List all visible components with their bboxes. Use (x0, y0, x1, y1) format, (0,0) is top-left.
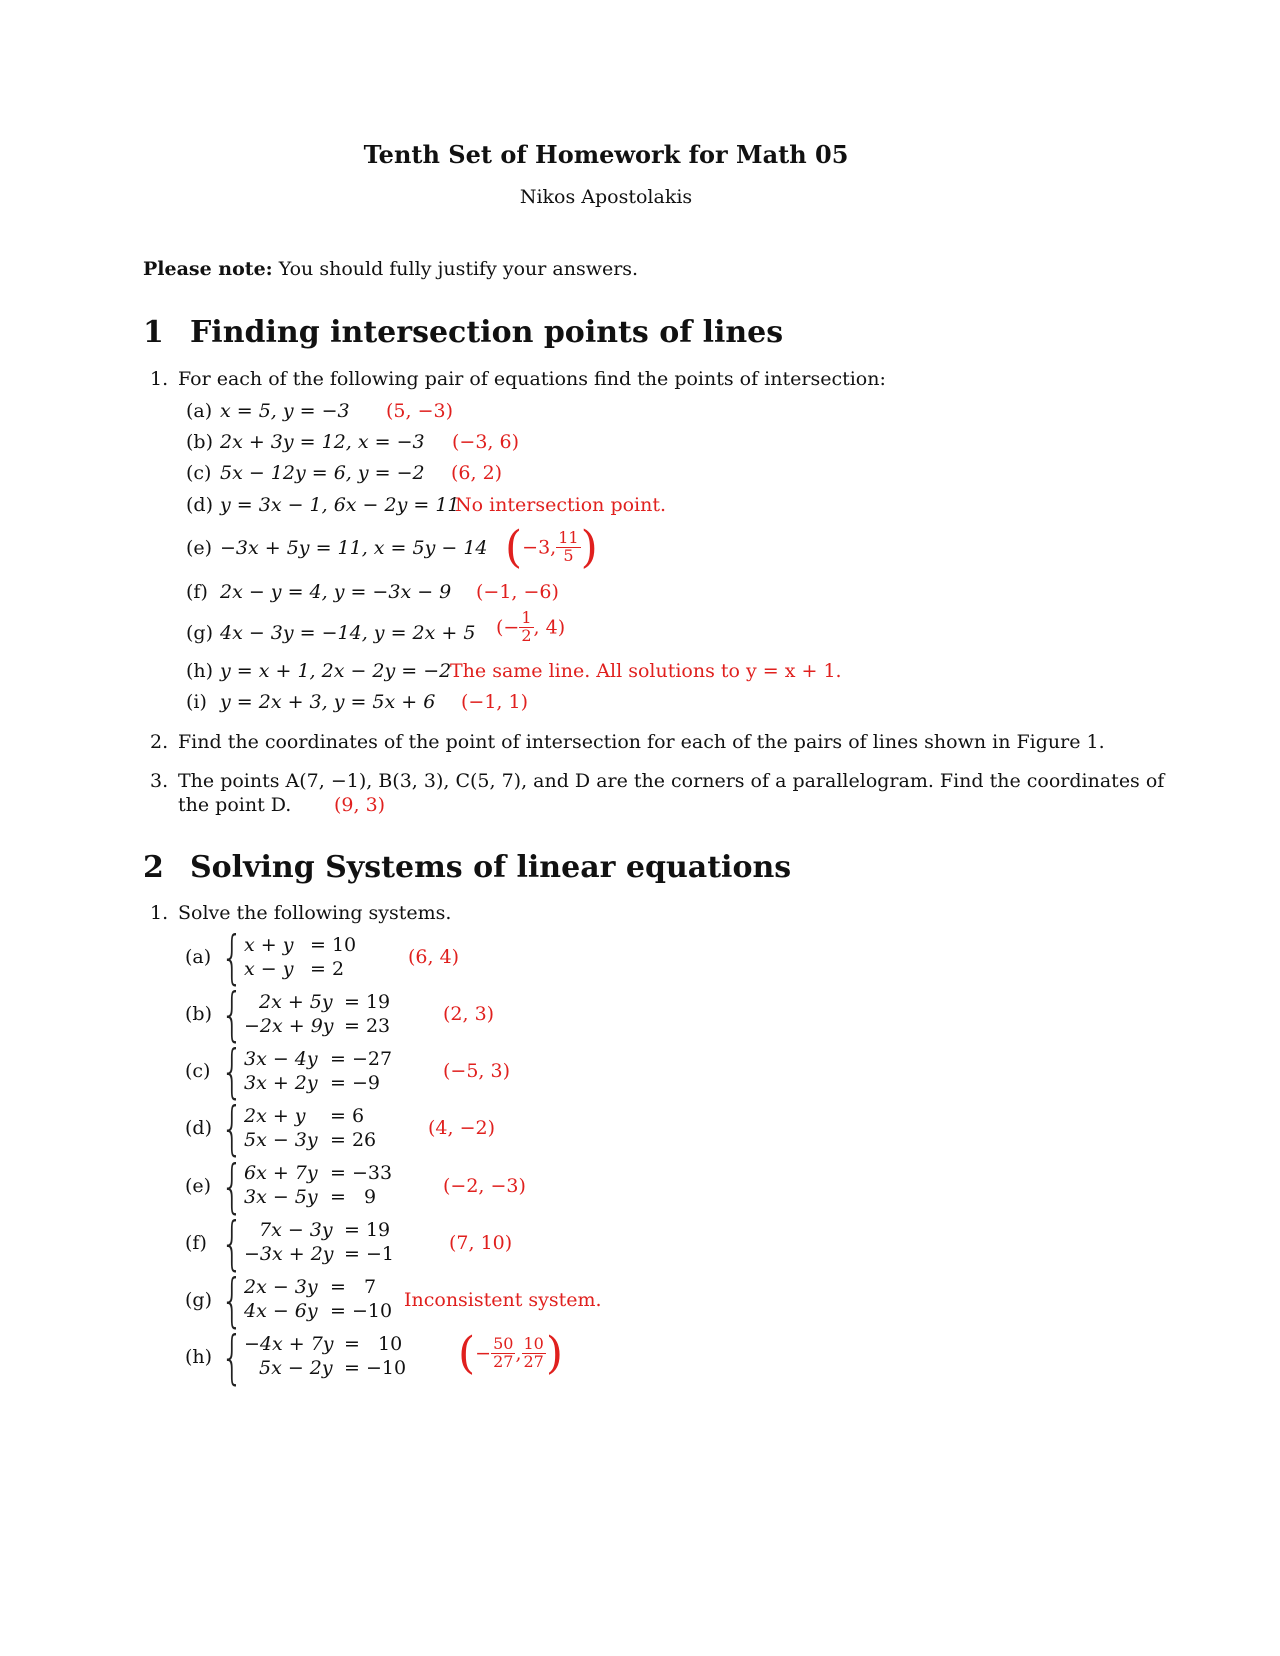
s1-item-a-answer: (5, −3) (386, 400, 454, 422)
s1-item-g-equation: 4x − 3y = −14, y = 2x + 5 (220, 622, 476, 644)
document-title: Tenth Set of Homework for Math 05 (363, 140, 849, 169)
s2-system-d-lhs1: 2x + y (244, 1105, 306, 1127)
note-text: You should fully justify your answers. (278, 258, 639, 280)
s2-system-c-lhs2: 3x + 2y (244, 1072, 318, 1094)
s1-p3-line2: the point D. (178, 794, 292, 816)
s2-system-b-brace: { (221, 980, 244, 1048)
s2-system-a-label: (a) (185, 946, 212, 968)
s2-system-d-label: (d) (185, 1117, 212, 1139)
s2-system-f-label: (f) (185, 1232, 207, 1254)
s2-system-h-brace: { (221, 1323, 244, 1391)
s2-system-a-rhs1: = 10 (310, 934, 357, 956)
section-1-number: 1 (143, 315, 164, 350)
s2-system-c-answer: (−5, 3) (443, 1060, 511, 1082)
s1-item-d-equation: y = 3x − 1, 6x − 2y = 11 (220, 494, 460, 516)
s2-system-h-lhs1: −4x + 7y (244, 1333, 334, 1355)
s2-system-e-answer: (−2, −3) (443, 1175, 526, 1197)
s2-system-a-answer: (6, 4) (408, 946, 460, 968)
s2-system-a-rhs2: = 2 (310, 958, 345, 980)
s1-item-c-answer: (6, 2) (451, 462, 503, 484)
s1-item-f-equation: 2x − y = 4, y = −3x − 9 (220, 581, 452, 603)
s1-item-e-answer: (−3, $\frac{11}{5}$ ) (505, 522, 598, 573)
s2-system-a-lhs2: x − y (244, 958, 294, 980)
s1-item-b-answer: (−3, 6) (452, 431, 520, 453)
s2-system-e-lhs1: 6x + 7y (244, 1162, 318, 1184)
s2-system-c-rhs2: = −9 (330, 1072, 380, 1094)
section-2-title: Solving Systems of linear equations (190, 850, 792, 885)
note-line (143, 258, 638, 280)
s2-system-d-rhs1: = 6 (330, 1105, 365, 1127)
s2-system-d-rhs2: = 26 (330, 1129, 377, 1151)
s1-p1-number: 1. (150, 368, 169, 390)
s1-item-g-answer: (− $\frac{1}{2}$ , 4) (496, 608, 566, 645)
s1-item-h-equation: y = x + 1, 2x − 2y = −2 (220, 660, 452, 682)
s1-p3-answer: (9, 3) (334, 794, 386, 816)
s1-item-d-label: (d) (186, 494, 213, 516)
s2-system-b-rhs2: = 23 (344, 1015, 391, 1037)
s2-system-f-lhs1: 7x − 3y (259, 1219, 333, 1241)
s1-item-f-label: (f) (186, 581, 208, 603)
s2-system-f-answer: (7, 10) (449, 1232, 513, 1254)
author-name: Nikos Apostolakis (519, 186, 693, 208)
s2-system-e-rhs2: = 9 (330, 1186, 377, 1208)
s2-system-a-lhs1: x + y (244, 934, 294, 956)
s1-item-a-label: (a) (186, 400, 213, 422)
s2-system-e-label: (e) (185, 1175, 212, 1197)
s2-system-e-brace: { (221, 1152, 244, 1220)
s2-system-g-rhs1: = 7 (330, 1276, 377, 1298)
s2-system-b-rhs1: = 19 (344, 991, 391, 1013)
s2-system-g-lhs1: 2x − 3y (244, 1276, 318, 1298)
s2-system-c-rhs1: = −27 (330, 1048, 393, 1070)
s1-item-c-label: (c) (186, 462, 212, 484)
s2-system-e-rhs1: = −33 (330, 1162, 393, 1184)
s2-system-c-lhs1: 3x − 4y (244, 1048, 318, 1070)
section-2-number: 2 (143, 850, 164, 885)
s1-item-i-equation: y = 2x + 3, y = 5x + 6 (220, 691, 436, 713)
s2-system-g-lhs2: 4x − 6y (244, 1300, 318, 1322)
s1-item-i-label: (i) (186, 691, 207, 713)
s1-item-b-equation: 2x + 3y = 12, x = −3 (220, 431, 425, 453)
s1-item-g-label: (g) (186, 622, 213, 644)
s2-system-g-rhs2: = −10 (330, 1300, 393, 1322)
s1-item-i-answer: (−1, 1) (461, 691, 529, 713)
s1-p1-text: For each of the following pair of equations find the points of intersection: (178, 368, 886, 390)
s2-system-e-lhs2: 3x − 5y (244, 1186, 318, 1208)
s2-system-g-brace: { (221, 1266, 244, 1334)
s1-item-e-equation: −3x + 5y = 11, x = 5y − 14 (220, 537, 488, 559)
s2-system-f-brace: { (221, 1209, 244, 1277)
s1-item-e-label: (e) (186, 537, 213, 559)
s2-system-a-brace: { (221, 923, 244, 991)
s1-p3-number: 3. (150, 770, 169, 792)
s2-system-d-brace: { (221, 1094, 244, 1162)
s2-system-g-answer: Inconsistent system. (404, 1289, 602, 1311)
s1-item-h-label: (h) (186, 660, 214, 682)
s1-item-h-answer: The same line. All solutions to y = x + 1. (450, 660, 842, 682)
s1-p3-line1: The points A(7, −1), B(3, 3), C(5, 7), and D are the corners of a parallelogram. Find the coordinates of (178, 770, 1165, 792)
s1-item-d-answer: No intersection point. (455, 494, 667, 516)
s2-p1-number: 1. (150, 902, 169, 924)
s2-p1-text: Solve the following systems. (178, 902, 452, 924)
s2-system-d-answer: (4, −2) (428, 1117, 496, 1139)
s2-system-b-answer: (2, 3) (443, 1003, 495, 1025)
s2-system-h-answer: (− $\frac{50}{27}$ , $\frac{10}{27}$ ) (458, 1328, 564, 1379)
s2-system-g-label: (g) (185, 1289, 212, 1311)
s2-system-b-lhs2: −2x + 9y (244, 1015, 334, 1037)
s1-item-f-answer: (−1, −6) (476, 581, 559, 603)
s2-system-d-lhs2: 5x − 3y (244, 1129, 318, 1151)
s1-item-b-label: (b) (186, 431, 213, 453)
s1-item-a-equation: x = 5, y = −3 (220, 400, 350, 422)
s2-system-h-lhs2: 5x − 2y (259, 1357, 333, 1379)
s2-system-h-rhs2: = −10 (344, 1357, 407, 1379)
s2-system-f-rhs2: = −1 (344, 1243, 394, 1265)
section-1-title: Finding intersection points of lines (190, 315, 784, 350)
s1-item-c-equation: 5x − 12y = 6, y = −2 (220, 462, 425, 484)
s2-system-b-lhs1: 2x + 5y (259, 991, 333, 1013)
s2-system-c-label: (c) (185, 1060, 211, 1082)
s2-system-h-rhs1: = 10 (344, 1333, 403, 1355)
s2-system-f-rhs1: = 19 (344, 1219, 391, 1241)
s2-system-h-label: (h) (185, 1346, 213, 1368)
s2-system-b-label: (b) (185, 1003, 212, 1025)
s1-p2-number: 2. (150, 731, 169, 753)
s1-p2-text: Find the coordinates of the point of intersection for each of the pairs of lines shown in Figure 1. (178, 731, 1105, 753)
note-label: Please note: (143, 258, 273, 280)
s2-system-c-brace: { (221, 1037, 244, 1105)
s2-system-f-lhs2: −3x + 2y (244, 1243, 334, 1265)
